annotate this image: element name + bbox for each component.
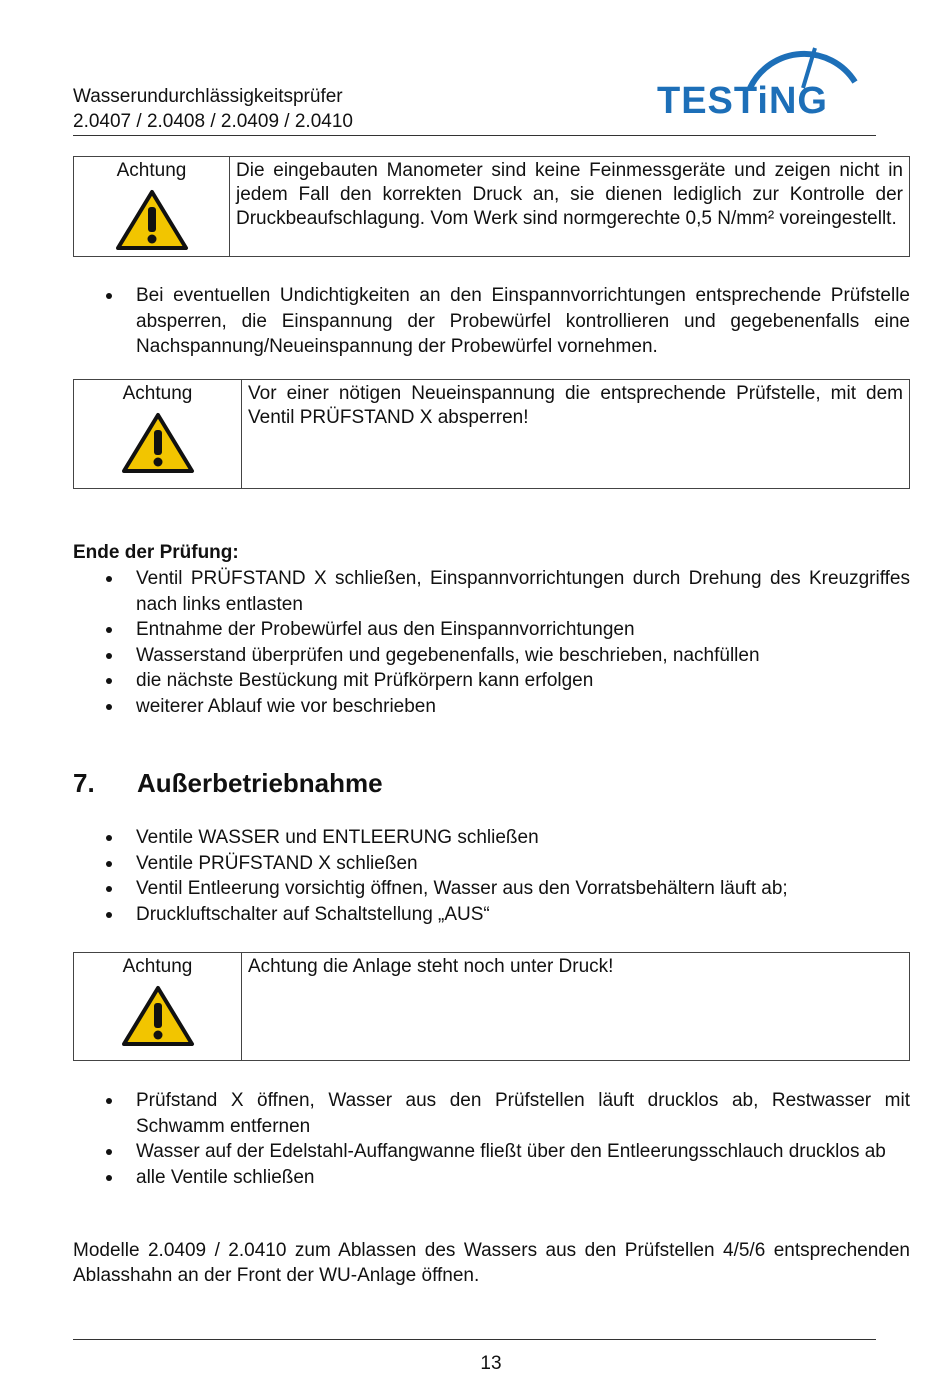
bullet-icon [106,653,112,659]
bullet-icon [106,861,112,867]
closing-paragraph: Modelle 2.0409 / 2.0410 zum Ablassen des Wassers aus den Prüfstellen 4/5/6 entsprechenden Ablasshahn an der Front der WU-Anlage öffnen. [73,1240,910,1286]
logo-text: TESTiNG [657,80,828,122]
list-item-text: Ventile WASSER und ENTLEERUNG schließen [136,827,539,848]
header-divider [73,135,876,136]
list-item-text: Bei eventuellen Undichtigkeiten an den Einspannvorrichtungen entsprechende Prüfstelle absperren, die Einspannung der Probewürfel kontrollieren und gegebenenfalls eine Nachspannung/Neueinspannung der Probewürfel vornehmen. [136,285,910,357]
section-number: 7. [73,768,95,798]
end-test-list [73,566,910,719]
list-item-text: alle Ventile schließen [136,1166,315,1188]
list-item [73,1088,910,1139]
list-item [73,1139,910,1165]
bullet-icon [106,1098,112,1104]
warning-label-cell [74,380,242,489]
warning-label: Achtung [116,160,187,181]
warning-text: Die eingebauten Manometer sind keine Feinmessgeräte und zeigen nicht in jedem Fall den korrekten Druck an, sie dienen lediglich zur Kontrolle der Druckbeaufschlagung. Vom Werk sind normgerechte 0,5 N/mm² voreingestellt. [230,157,910,257]
warning-label-cell [74,953,242,1061]
list-item-text: Ventil PRÜFSTAND X schließen, Einspannvorrichtungen durch Drehung des Kreuzgriffes nach links entlasten [136,568,910,615]
list-item-text: Ventile PRÜFSTAND X schließen [136,852,418,874]
warning-text: Achtung die Anlage steht noch unter Druck! [242,953,910,1061]
bullet-icon [106,912,112,918]
list-item [73,643,910,669]
bullet-icon [106,1149,112,1155]
list-item-text: Druckluftschalter auf Schaltstellung „AUS“ [136,903,490,925]
bullet-icon [106,1175,112,1181]
list-item [73,825,910,851]
bullet-icon [106,627,112,633]
warning-triangle-icon [115,189,189,251]
list-item [73,617,910,643]
warning-triangle-icon [121,412,195,474]
list-item-text: Wasserstand überprüfen und gegebenenfalls, wie beschrieben, nachfüllen [136,644,760,666]
page-number: 13 [480,1353,502,1374]
warning-label: Achtung [122,956,193,977]
testing-logo [655,44,877,122]
leak-instructions-list [73,283,910,360]
list-item-text: Entnahme der Probewürfel aus den Einspannvorrichtungen [136,619,635,640]
list-item [73,851,910,877]
list-item [73,668,910,694]
warning-box-pressure [73,952,910,1061]
list-item-text: weiterer Ablauf wie vor beschrieben [136,695,436,717]
warning-label: Achtung [122,383,193,404]
list-item-text: die nächste Bestückung mit Prüfkörpern kann erfolgen [136,670,594,691]
bullet-icon [106,678,112,684]
bullet-icon [106,576,112,582]
list-item-text: Prüfstand X öffnen, Wasser aus den Prüfstellen läuft drucklos ab, Restwasser mit Schwamm entfernen [136,1090,910,1137]
warning-triangle-icon [121,985,195,1047]
bullet-icon [106,886,112,892]
list-item [73,283,910,360]
document-title: Wasserundurchlässigkeitsprüfer [73,86,343,107]
list-item [73,902,910,928]
list-item-text: Ventil Entleerung vorsichtig öffnen, Wasser aus den Vorratsbehältern läuft ab; [136,878,788,899]
bullet-icon [106,704,112,710]
drain-list [73,1088,910,1190]
model-numbers: 2.0407 / 2.0408 / 2.0409 / 2.0410 [73,111,353,132]
bullet-icon [106,835,112,841]
warning-label-cell [74,157,230,257]
end-test-heading: Ende der Prüfung: [73,542,239,563]
list-item [73,876,910,902]
list-item-text: Wasser auf der Edelstahl-Auffangwanne fließt über den Entleerungsschlauch drucklos ab [136,1141,886,1162]
list-item [73,694,910,720]
warning-box-manometer [73,156,910,257]
bullet-icon [106,293,112,299]
warning-box-reclamping [73,379,910,489]
list-item [73,1165,910,1191]
footer-divider [73,1339,876,1340]
warning-text: Vor einer nötigen Neueinspannung die entsprechende Prüfstelle, mit dem Ventil PRÜFSTAND X absperren! [242,380,910,489]
list-item [73,566,910,617]
shutdown-list [73,825,910,927]
section-title: Außerbetriebnahme [137,768,383,798]
